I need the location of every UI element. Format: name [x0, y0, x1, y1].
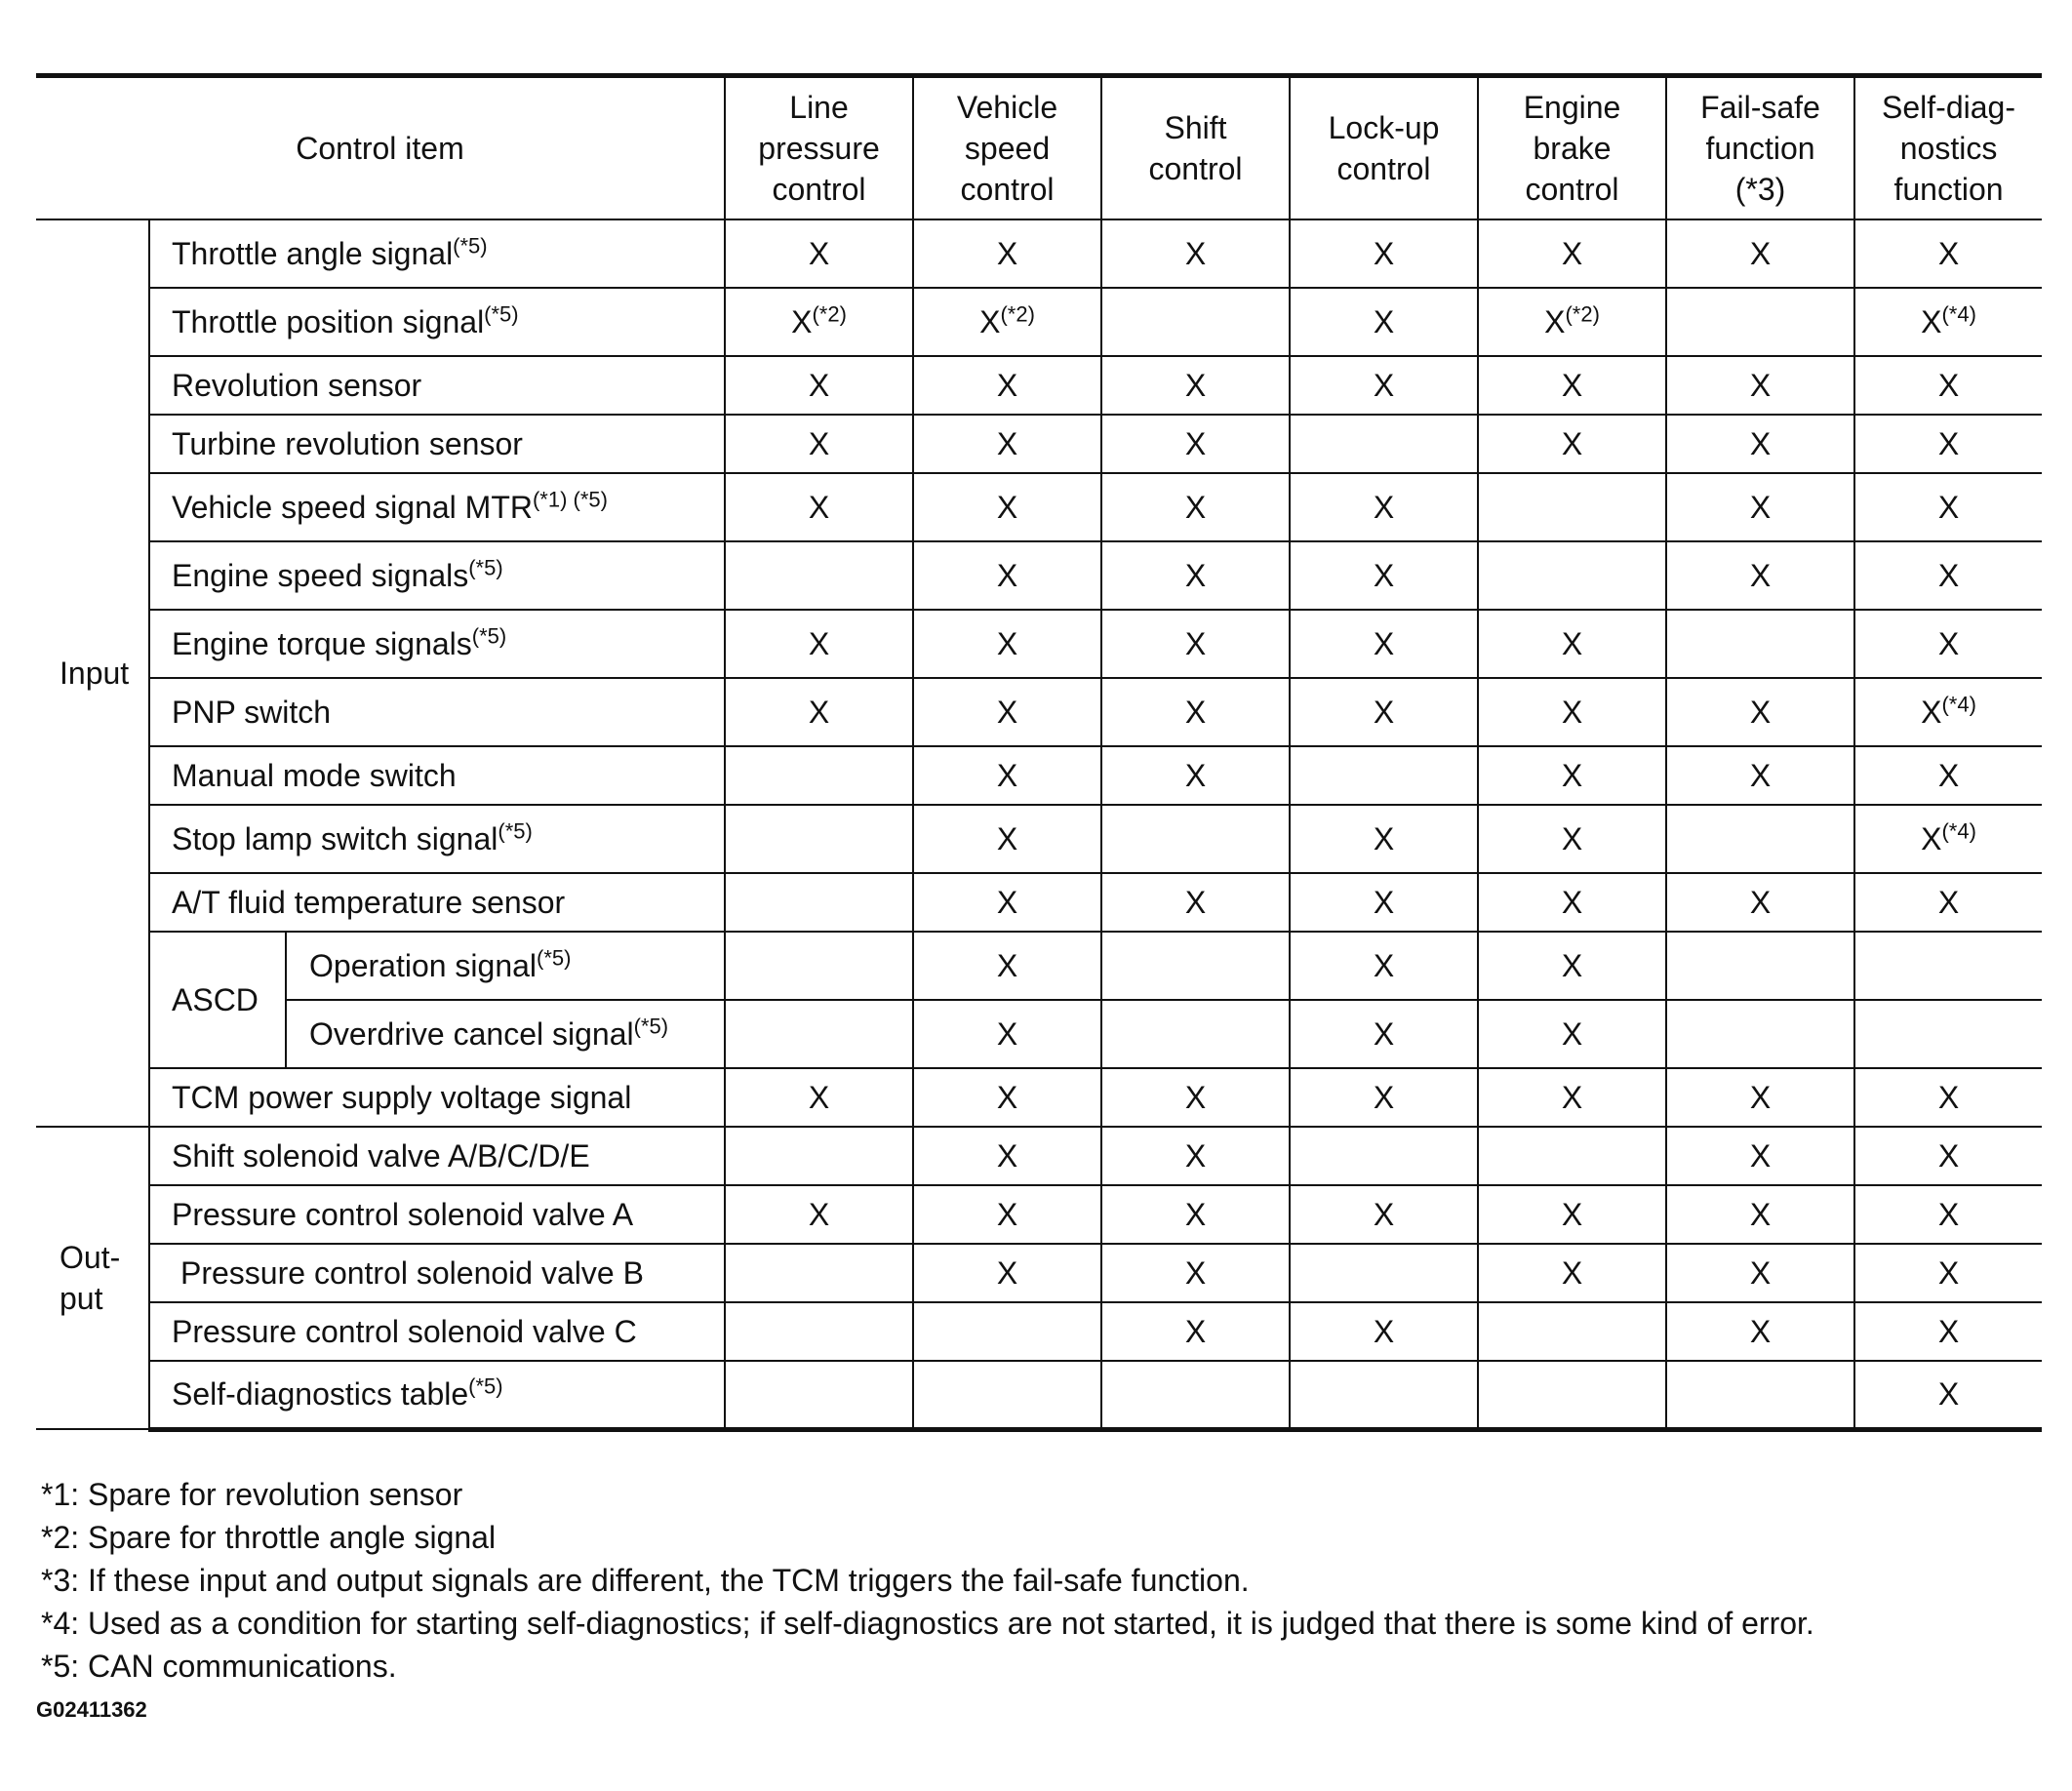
mark-cell: X	[1478, 746, 1666, 805]
footnote: *4: Used as a condition for starting self-diagnostics; if self-diagnostics are not started, it is judged that there is some kind of error.	[41, 1606, 1814, 1641]
row-label	[149, 1185, 725, 1244]
table-row	[36, 1361, 2042, 1429]
col-header-fail-safe: Fail-safe function (*3)	[1666, 76, 1854, 220]
mark-cell: $X^{(*4)}$	[1854, 678, 2042, 746]
mark-cell: X	[1290, 1185, 1478, 1244]
table-row	[36, 873, 2042, 932]
row-label	[149, 288, 725, 356]
col-header-line-pressure: Line pressure control	[725, 76, 913, 220]
mark-cell	[725, 1302, 913, 1361]
mark-cell: X	[1478, 873, 1666, 932]
mark-cell: X	[1478, 805, 1666, 873]
mark-cell: X	[1290, 610, 1478, 678]
row-label	[149, 356, 725, 415]
mark-cell: X	[1666, 473, 1854, 541]
mark-cell	[725, 873, 913, 932]
mark-cell: X	[1101, 1244, 1290, 1302]
row-label	[149, 219, 725, 288]
mark-cell: $X^{(*2)}$	[725, 288, 913, 356]
row-label	[149, 1127, 725, 1185]
row-label-text: Throttle angle signal	[172, 235, 454, 271]
row-label	[149, 805, 725, 873]
mark-cell	[1101, 288, 1290, 356]
table-row	[36, 415, 2042, 473]
row-label	[149, 473, 725, 541]
mark-cell: X	[1854, 1068, 2042, 1127]
col-header-vehicle-speed: Vehicle speed control	[913, 76, 1101, 220]
mark-cell: X	[913, 541, 1101, 610]
mark-cell: X	[913, 1244, 1101, 1302]
mark-cell: X	[913, 1127, 1101, 1185]
mark-cell: X	[1478, 1068, 1666, 1127]
row-label-text: Turbine revolution sensor	[172, 425, 523, 461]
row-label-text: PNP switch	[172, 694, 332, 730]
mark-cell	[1101, 1361, 1290, 1429]
figure-code: G02411362	[36, 1697, 147, 1722]
footnote-marker: (*5)	[633, 1013, 669, 1038]
mark-cell	[1478, 1302, 1666, 1361]
mark-cell: X	[1666, 1127, 1854, 1185]
mark-cell: X	[725, 219, 913, 288]
mark-cell: X	[1666, 746, 1854, 805]
mark-cell: X	[1290, 541, 1478, 610]
mark-cell: X	[1290, 288, 1478, 356]
ascd-group-label: ASCD	[149, 932, 286, 1068]
mark-cell: X	[1854, 415, 2042, 473]
mark-cell: X	[1290, 678, 1478, 746]
footnote: *1: Spare for revolution sensor	[41, 1477, 463, 1512]
footnote-marker: (*5)	[537, 944, 572, 970]
mark-cell	[725, 932, 913, 1000]
mark-cell	[1478, 473, 1666, 541]
row-label-text: A/T fluid temperature sensor	[172, 884, 566, 920]
table-row	[36, 288, 2042, 356]
row-label	[149, 415, 725, 473]
category-input: Input	[36, 219, 149, 1127]
table-row	[36, 1000, 2042, 1068]
mark-cell: X	[913, 678, 1101, 746]
row-label-text: Manual mode switch	[172, 757, 457, 793]
row-label-text: Throttle position signal	[172, 303, 485, 339]
mark-cell: X	[1666, 219, 1854, 288]
table-row	[36, 746, 2042, 805]
footnote-marker: (*2)	[812, 300, 847, 326]
mark-cell	[1290, 746, 1478, 805]
control-items-table	[36, 73, 2042, 1432]
mark-cell	[725, 541, 913, 610]
mark-cell: X	[1854, 610, 2042, 678]
mark-cell: X	[1854, 873, 2042, 932]
mark-cell: X	[1101, 610, 1290, 678]
mark-cell: X	[1666, 1185, 1854, 1244]
row-label-text: Self-diagnostics table	[172, 1375, 469, 1412]
mark-cell: X	[913, 746, 1101, 805]
mark-cell: X	[1666, 541, 1854, 610]
row-label-text: Shift solenoid valve A/B/C/D/E	[172, 1137, 590, 1174]
mark-cell: X	[1666, 873, 1854, 932]
mark-cell	[1666, 1361, 1854, 1429]
mark-cell: X	[725, 1185, 913, 1244]
mark-cell: X	[1290, 356, 1478, 415]
mark-cell: X	[725, 678, 913, 746]
row-label-text: Pressure control solenoid valve C	[172, 1313, 637, 1349]
mark-cell	[1478, 1127, 1666, 1185]
mark-cell: X	[1101, 415, 1290, 473]
mark-cell: X	[1854, 541, 2042, 610]
row-label	[149, 746, 725, 805]
mark-cell: X	[1478, 610, 1666, 678]
mark-cell: X	[1666, 1068, 1854, 1127]
mark-cell: X	[913, 219, 1101, 288]
mark-cell: X	[1478, 415, 1666, 473]
mark-cell: X	[1101, 746, 1290, 805]
mark-cell: X	[1854, 746, 2042, 805]
table-body	[36, 76, 2042, 1430]
table-row	[36, 1185, 2042, 1244]
row-label-text: Pressure control solenoid valve A	[172, 1196, 634, 1232]
mark-cell: X	[1101, 678, 1290, 746]
mark-cell: X	[1290, 1302, 1478, 1361]
mark-cell	[1290, 1127, 1478, 1185]
row-label	[149, 873, 725, 932]
mark-cell: X	[1290, 1068, 1478, 1127]
table-row	[36, 805, 2042, 873]
mark-cell: X	[1478, 1244, 1666, 1302]
mark-cell: X	[1101, 356, 1290, 415]
mark-cell: X	[1854, 1244, 2042, 1302]
mark-cell: X	[1101, 1127, 1290, 1185]
mark-cell	[1290, 415, 1478, 473]
mark-cell	[1478, 1361, 1666, 1429]
mark-cell	[1101, 805, 1290, 873]
mark-cell	[725, 746, 913, 805]
footnote-marker: (*2)	[1565, 300, 1600, 326]
mark-cell: X	[913, 415, 1101, 473]
category-output: Out- put	[36, 1127, 149, 1429]
mark-cell: X	[913, 805, 1101, 873]
table-row	[36, 356, 2042, 415]
footnote-marker: (*4)	[1941, 691, 1976, 716]
row-label	[149, 678, 725, 746]
mark-cell: X	[725, 610, 913, 678]
footnote-marker: (*5)	[468, 554, 503, 579]
mark-cell	[913, 1361, 1101, 1429]
mark-cell: X	[913, 610, 1101, 678]
mark-cell: $X^{(*4)}$	[1854, 288, 2042, 356]
mark-cell	[1101, 1000, 1290, 1068]
mark-cell	[725, 1361, 913, 1429]
mark-cell: X	[1101, 473, 1290, 541]
mark-cell: X	[1854, 219, 2042, 288]
mark-cell: X	[913, 873, 1101, 932]
footnote: *5: CAN communications.	[41, 1649, 397, 1684]
row-label	[149, 541, 725, 610]
mark-cell: $X^{(*2)}$	[1478, 288, 1666, 356]
footnote-marker: (*5)	[498, 817, 533, 843]
mark-cell: X	[913, 356, 1101, 415]
mark-cell	[725, 1244, 913, 1302]
control-item-header: Control item	[36, 76, 725, 220]
footnote: *2: Spare for throttle angle signal	[41, 1520, 497, 1555]
mark-cell: X	[1666, 356, 1854, 415]
mark-cell: X	[1854, 473, 2042, 541]
mark-cell: X	[1854, 356, 2042, 415]
table-row	[36, 678, 2042, 746]
mark-cell: X	[1666, 1244, 1854, 1302]
row-label	[286, 932, 725, 1000]
mark-cell: X	[1478, 356, 1666, 415]
table-row	[36, 932, 2042, 1000]
mark-cell: X	[1290, 805, 1478, 873]
mark-cell: X	[725, 473, 913, 541]
mark-cell	[913, 1302, 1101, 1361]
mark-cell	[1666, 932, 1854, 1000]
table-row	[36, 1244, 2042, 1302]
row-label	[149, 1068, 725, 1127]
col-header-self-diagnostics: Self-diag- nostics function	[1854, 76, 2042, 220]
mark-cell: X	[1290, 219, 1478, 288]
mark-cell: X	[1854, 1127, 2042, 1185]
mark-cell: X	[1854, 1361, 2042, 1429]
mark-cell: X	[1101, 541, 1290, 610]
mark-cell: X	[725, 415, 913, 473]
mark-cell: X	[913, 473, 1101, 541]
footnote-marker: (*5)	[468, 1373, 503, 1399]
row-label-text: Engine torque signals	[172, 625, 472, 661]
mark-cell	[725, 805, 913, 873]
mark-cell: X	[1478, 1185, 1666, 1244]
mark-cell: X	[1666, 1302, 1854, 1361]
col-header-shift: Shift control	[1101, 76, 1290, 220]
row-label	[149, 1361, 725, 1429]
header-row	[36, 76, 2042, 220]
col-header-lock-up: Lock-up control	[1290, 76, 1478, 220]
col-header-engine-brake: Engine brake control	[1478, 76, 1666, 220]
mark-cell: X	[1478, 219, 1666, 288]
mark-cell: $X^{(*4)}$	[1854, 805, 2042, 873]
mark-cell: X	[1101, 1068, 1290, 1127]
row-label-text: Engine speed signals	[172, 557, 469, 593]
mark-cell: X	[1478, 1000, 1666, 1068]
footnotes	[41, 1473, 1814, 1688]
mark-cell	[1666, 1000, 1854, 1068]
footnote-marker: (*4)	[1941, 300, 1976, 326]
mark-cell: X	[1101, 219, 1290, 288]
mark-cell	[1666, 288, 1854, 356]
row-label	[149, 1244, 725, 1302]
mark-cell	[1666, 805, 1854, 873]
mark-cell: $X^{(*2)}$	[913, 288, 1101, 356]
row-label-text: Overdrive cancel signal	[309, 1015, 634, 1052]
table-row	[36, 219, 2042, 288]
mark-cell: X	[1290, 473, 1478, 541]
row-label-text: TCM power supply voltage signal	[172, 1079, 632, 1115]
table-row	[36, 1302, 2042, 1361]
footnote-marker: (*2)	[1000, 300, 1035, 326]
row-label-text: Stop lamp switch signal	[172, 820, 498, 856]
mark-cell: X	[1666, 678, 1854, 746]
mark-cell: X	[1290, 1000, 1478, 1068]
row-label-text: Pressure control solenoid valve B	[180, 1254, 644, 1291]
row-label	[149, 610, 725, 678]
mark-cell: X	[1101, 1185, 1290, 1244]
mark-cell: X	[1478, 678, 1666, 746]
footnote: *3: If these input and output signals are different, the TCM triggers the fail-safe function.	[41, 1563, 1250, 1598]
mark-cell: X	[913, 1185, 1101, 1244]
footnote-marker: (*1) (*5)	[532, 486, 608, 511]
row-label-text: Revolution sensor	[172, 367, 422, 403]
mark-cell: X	[1290, 932, 1478, 1000]
mark-cell	[1101, 932, 1290, 1000]
mark-cell	[1854, 932, 2042, 1000]
footnote-marker: (*5)	[484, 300, 519, 326]
row-label	[286, 1000, 725, 1068]
mark-cell: X	[1101, 873, 1290, 932]
mark-cell	[1666, 610, 1854, 678]
mark-cell	[1290, 1244, 1478, 1302]
mark-cell	[1290, 1361, 1478, 1429]
mark-cell: X	[1290, 873, 1478, 932]
table-row	[36, 610, 2042, 678]
row-label	[149, 1302, 725, 1361]
mark-cell: X	[1854, 1185, 2042, 1244]
mark-cell: X	[1101, 1302, 1290, 1361]
footnote-marker: (*4)	[1941, 817, 1976, 843]
footnote-marker: (*5)	[453, 232, 488, 258]
mark-cell	[725, 1000, 913, 1068]
mark-cell: X	[913, 1000, 1101, 1068]
table-row	[36, 473, 2042, 541]
mark-cell: X	[1478, 932, 1666, 1000]
table-row	[36, 541, 2042, 610]
table-row	[36, 1127, 2042, 1185]
mark-cell: X	[725, 356, 913, 415]
mark-cell: X	[1854, 1302, 2042, 1361]
mark-cell: X	[1666, 415, 1854, 473]
mark-cell	[1854, 1000, 2042, 1068]
mark-cell: X	[725, 1068, 913, 1127]
row-label-text: Vehicle speed signal MTR	[172, 489, 533, 525]
table-row	[36, 1068, 2042, 1127]
mark-cell	[1478, 541, 1666, 610]
mark-cell: X	[913, 932, 1101, 1000]
mark-cell: X	[913, 1068, 1101, 1127]
row-label-text: Operation signal	[309, 947, 538, 983]
footnote-marker: (*5)	[471, 622, 507, 648]
mark-cell	[725, 1127, 913, 1185]
